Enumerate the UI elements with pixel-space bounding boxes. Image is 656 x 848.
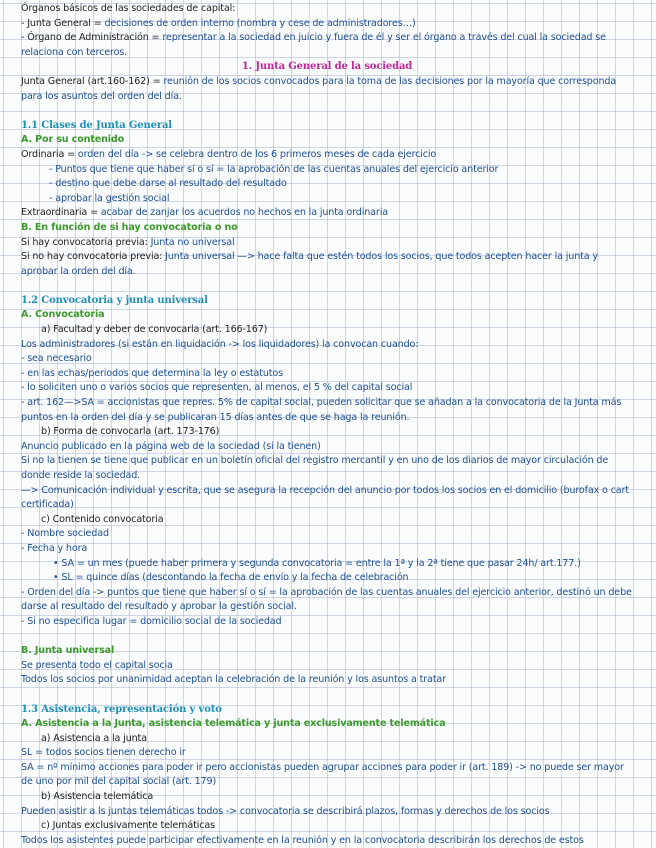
subheading-convocatoria: B. En función de si hay convocatoria o no: [21, 221, 238, 233]
juntas-telematicas-line: Todos los asistentes puede participar efectivamente en la reunión y en la convocatoria describirán los derechos de estos: [21, 834, 584, 846]
asistencia-telematica-heading: b) Asistencia telemática: [41, 791, 154, 803]
junta-general-label: Junta General (art.160-162) =: [21, 75, 164, 87]
organo-desc: representar a la sociedad en juicio y fuera de él y ser el órgano a través del cual la sociedad se relaciona con terceros.: [21, 32, 606, 58]
ordinaria-label: Ordinaria =: [21, 148, 78, 160]
condition-3: - lo soliciten uno o varios socios que representen, al menos, el 5 % del capital social: [21, 382, 413, 394]
contenido-item-4: • SL = quince días (descontando la fecha de envío y la fecha de celebración: [53, 572, 409, 584]
intro-junta-line: [21, 17, 633, 32]
document-page: [21, 2, 633, 848]
section-1-2-title: 1.2 Convocatoria y junta universal: [21, 294, 208, 306]
subheading-convocatoria-a: A. Convocatoria: [21, 309, 105, 321]
organo-label: - Órgano de Administración =: [21, 32, 163, 44]
no-convocatoria-label: Si no hay convocatoria previa:: [21, 251, 166, 263]
extraordinaria-text: acabar de zanjar los acuerdos no hechos en la junta ordinaria: [100, 207, 388, 219]
universal-line-2: Todos los socios por unanimidad aceptan la celebración de la reunión y los asuntos a tratar: [21, 674, 446, 686]
ordinaria-point-2: - destino que debe darse al resultado del resultado: [49, 178, 287, 190]
no-convocatoria-line: [21, 250, 633, 279]
sl-line: SL = todos socios tienen derecho ir: [21, 747, 186, 759]
condition-2: - en las echas/periodos que determina la ley o estatutos: [21, 367, 283, 379]
subheading-junta-universal: B. Junta universal: [21, 645, 115, 657]
subheading-por-su-contenido: A. Por su contenido: [21, 134, 125, 146]
section-1-3-title: 1.3 Asistencia, representación y voto: [21, 703, 222, 715]
extraordinaria-label: Extraordinaria =: [21, 207, 101, 219]
intro-organo-line: [21, 31, 633, 60]
junta-desc: decisiones de orden interno (nombra y cese de administradores…): [104, 17, 416, 29]
forma-line-3: —> Comunicación individual y escrita, que se asegura la recepción del anuncio por todos los socios en el domicilio (burofax o cart certificada): [21, 484, 629, 511]
forma-convocarla-heading: b) Forma de convocarla (art. 173-176): [41, 426, 220, 438]
facultad-deber-heading: a) Facultad y deber de convocarla (art. 166-167): [41, 324, 268, 336]
contenido-item-5: - Orden del día -> puntos que tiene que haber sí o sí = la aprobación de las cuentas anuales del ejercicio anterior, destinó un debe darse al resultado del resultado y aprobar la gestión social.: [21, 586, 632, 613]
si-convocatoria-label: Si hay convocatoria previa:: [21, 236, 151, 248]
ordinaria-point-3: - aprobar la gestión social: [49, 192, 170, 204]
ordinaria-line: [21, 148, 633, 163]
contenido-convocatoria-heading: c) Contenido convocatoria: [41, 513, 164, 525]
ordinaria-point-1: - Puntos que tiene que haber sí o sí = la aprobación de las cuentas anuales del ejercicio anterior: [49, 163, 499, 175]
junta-general-text: reunión de los socios convocados para la toma de las decisiones por la mayoría que corresponda para los asuntos del orden del día.: [21, 75, 617, 102]
section-1-1-title: 1.1 Clases de Junta General: [21, 119, 172, 131]
subheading-asistencia: A. Asistencia a la Junta, asistencia telemática y junta exclusivamente telemática: [21, 718, 446, 730]
universal-line-1: Se presenta todo el capital socia: [21, 659, 173, 671]
junta-general-definition: [21, 75, 633, 104]
condition-1: - sea necesario: [21, 353, 92, 365]
condition-4: - art. 162—>SA = accionistas que repres. 5% de capital social, pueden solicitar que se añadan a la convocatoria de la Junta más puntos en la orden del día y se publicaran 15 días antes de que se haga la reunión.: [21, 397, 622, 423]
contenido-item-1: - Nombre sociedad: [21, 528, 109, 540]
asistencia-junta-heading: a) Asistencia a la junta: [41, 732, 147, 744]
administradores-line: Los administradores (si están en liquidación -> los liquidadores) la convocan cuando:: [21, 338, 419, 350]
section-1-title: 1. Junta General de la sociedad: [241, 61, 413, 73]
extraordinaria-line: [21, 206, 633, 221]
no-convocatoria-text: Junta universal —> hace falta que estén todos los socios, que todos acepten hacer la junta y aprobar la orden del día.: [21, 251, 598, 277]
forma-line-1: Anuncio publicado en la página web de la sociedad (si la tienen): [21, 440, 321, 452]
sa-line: SA = nº mínimo acciones para poder ir pero accionistas pueden agrupar acciones para poder ir (art. 189) -> no puede ser mayor de uno por mil del capital social (art. 179): [21, 761, 624, 788]
contenido-item-6: - Si no especifica lugar = domicilio social de la sociedad: [21, 615, 282, 627]
junta-label: - Junta General =: [21, 17, 105, 29]
forma-line-2: Si no la tienen se tiene que publicar en un boletín oficial del registro mercantil y en uno de los diarios de mayor circulación de donde reside la sociedad.: [21, 455, 609, 481]
si-convocatoria-line: [21, 236, 633, 251]
contenido-item-3: • SA = un mes (puede haber primera y segunda convocatoria = entre la 1ª y la 2ª tiene que pasar 24h/ art.177.): [53, 557, 581, 569]
juntas-telematicas-heading: c) Juntas exclusivamente telemáticas: [41, 820, 215, 832]
contenido-item-2: - Fecha y hora: [21, 542, 88, 554]
intro-heading: Órganos básicos de las sociedades de capital:: [21, 3, 236, 14]
si-convocatoria-text: Junta no universal: [150, 236, 235, 248]
telematica-line: Pueden asistir a ls juntas telemáticas todos -> convocatoria se describirá plazos, formas y derechos de los socios: [21, 805, 550, 817]
ordinaria-text: orden del día -> se celebra dentro de los 6 primeros meses de cada ejercicio: [77, 148, 437, 160]
